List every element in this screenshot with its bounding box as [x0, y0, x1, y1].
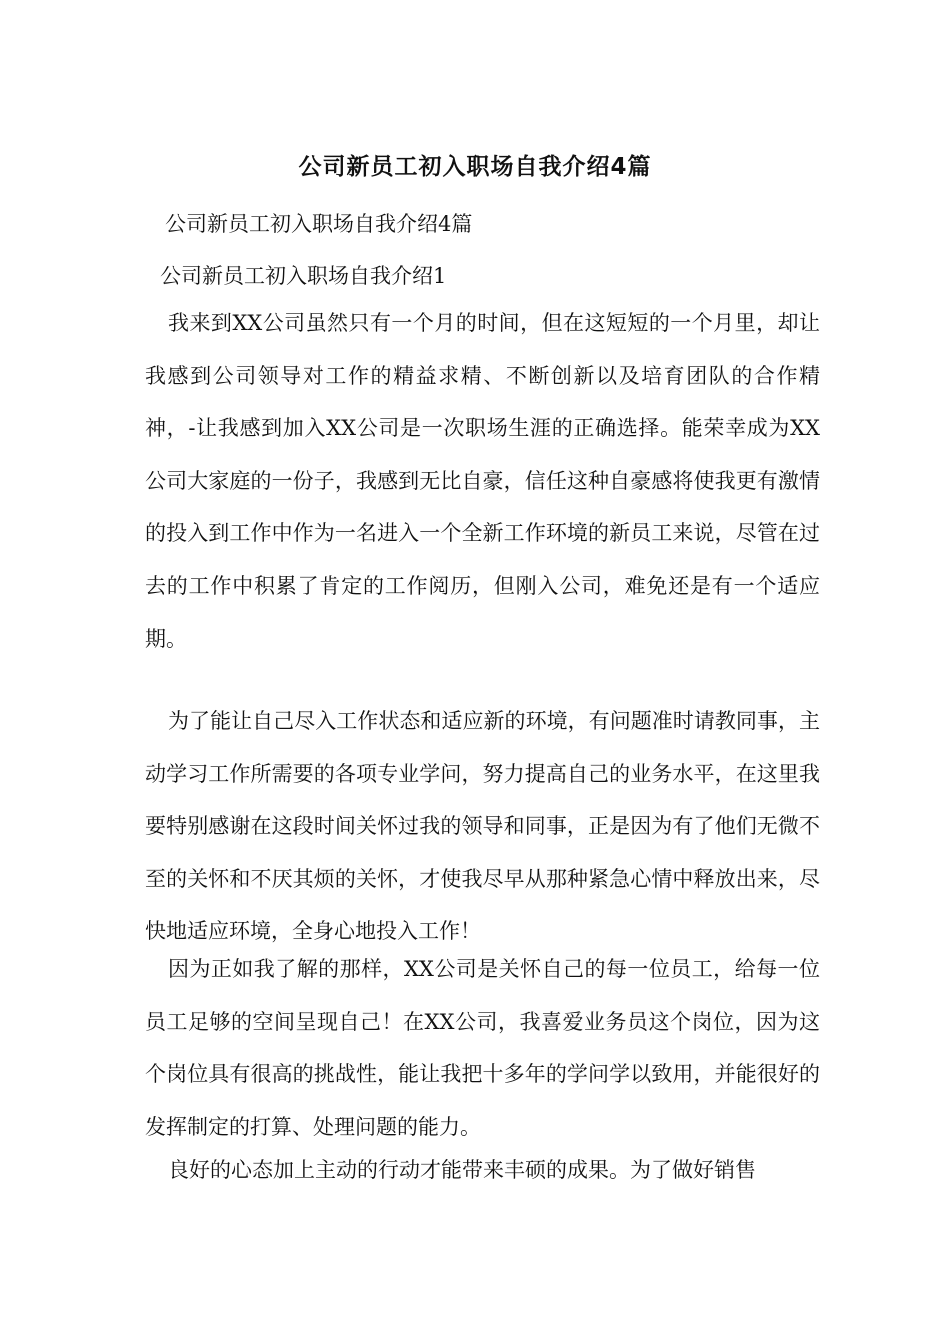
paragraph-3: 因为正如我了解的那样，XX公司是关怀自己的每一位员工，给每一位员工足够的空间呈现自己！在XX公司，我喜爱业务员这个岗位，因为这个岗位具有很高的挑战性，能让我把十多年的学问学以致用，并能很好的发挥制定的打算、处理问题的能力。 [145, 957, 820, 1139]
paragraph-2: 为了能让自己尽入工作状态和适应新的环境，有问题准时请教同事，主动学习工作所需要的各项专业学问，努力提高自己的业务水平，在这里我要特别感谢在这段时间关怀过我的领导和同事，正是因为有了他们无微不至的关怀和不厌其烦的关怀，才使我尽早从那种紧急心情中释放出来，尽快地适应环境，全身心地投入工作！ [145, 709, 820, 944]
section-heading: 公司新员工初入职场自我介绍1 [160, 264, 447, 288]
document-title: 公司新员工初入职场自我介绍4篇 [298, 154, 652, 180]
document-subtitle: 公司新员工初入职场自我介绍4篇 [165, 212, 473, 236]
paragraph-1: 我来到XX公司虽然只有一个月的时间，但在这短短的一个月里，却让我感到公司领导对工作的精益求精、不断创新以及培育团队的合作精神，-让我感到加入XX公司是一次职场生涯的正确选择。能荣幸成为XX公司大家庭的一份子，我感到无比自豪，信任这种自豪感将使我更有激情的投入到工作中作为一名进入一个全新工作环境的新员工来说，尽管在过去的工作中积累了肯定的工作阅历，但刚入公司，难免还是有一个适应期。 [145, 311, 820, 651]
paragraph-4: 良好的心态加上主动的行动才能带来丰硕的成果。为了做好销售 [168, 1158, 756, 1182]
